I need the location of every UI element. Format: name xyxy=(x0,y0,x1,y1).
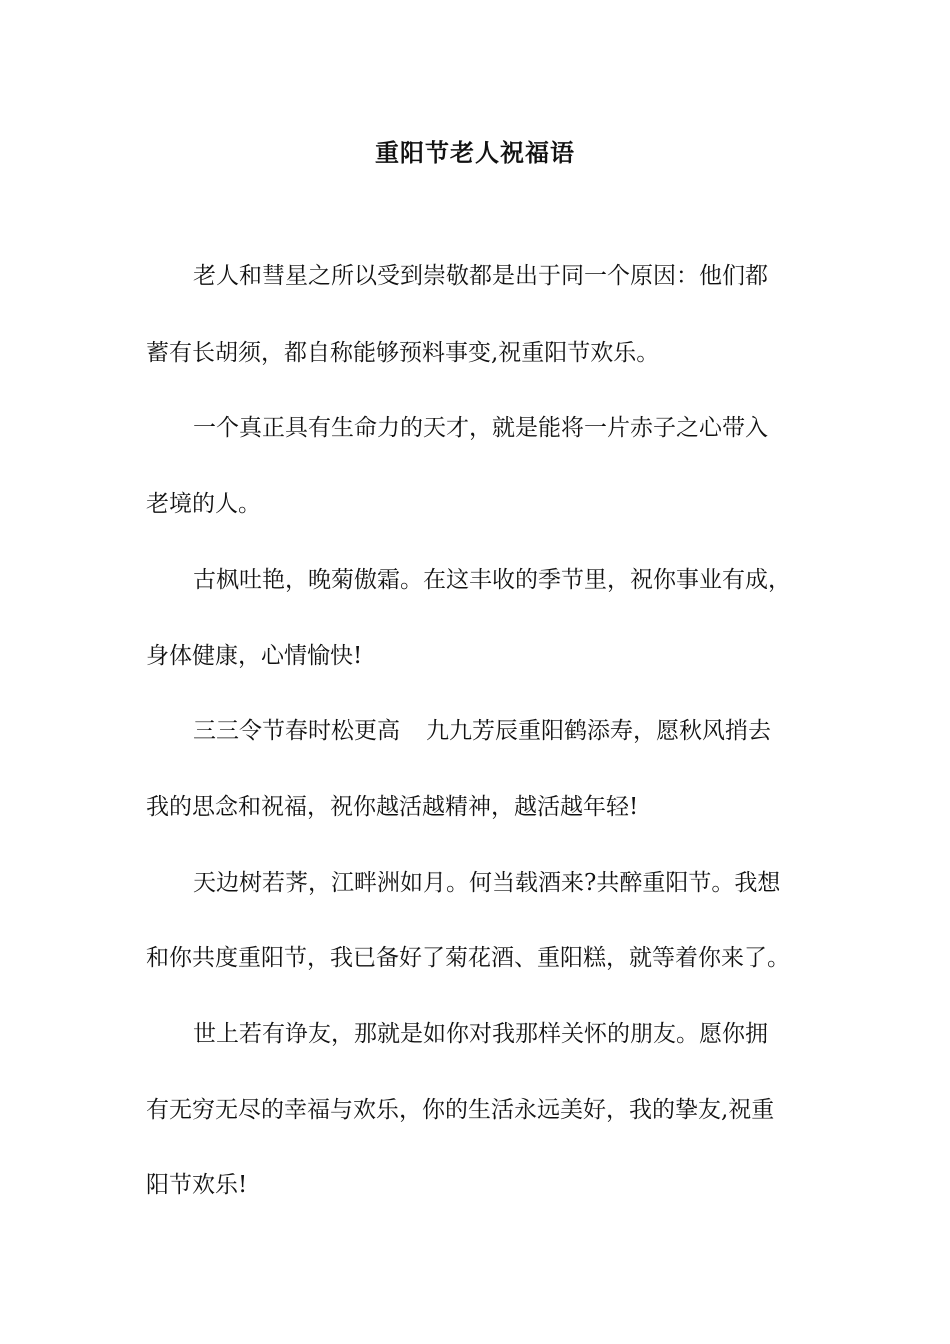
paragraph-3-line-1: 古枫吐艳，晚菊傲霜。在这丰收的季节里，祝你事业有成， xyxy=(193,567,791,593)
paragraph-6-line-3: 阳节欢乐! xyxy=(146,1172,248,1198)
paragraph-4-line-1-part-2: 九九芳辰重阳鹤添寿，愿秋风捎去 xyxy=(426,718,771,744)
paragraph-2-line-1: 一个真正具有生命力的天才，就是能将一片赤子之心带入 xyxy=(193,415,768,441)
paragraph-4-line-1-part-1: 三三令节春时松更高 xyxy=(193,718,400,744)
paragraph-6-line-2: 有无穷无尽的幸福与欢乐，你的生活永远美好，我的挚友,祝重 xyxy=(146,1097,775,1123)
page-title: 重阳节老人祝福语 xyxy=(375,138,575,167)
paragraph-1-line-2: 蓄有长胡须，都自称能够预料事变,祝重阳节欢乐。 xyxy=(146,340,660,366)
paragraph-4-line-1 xyxy=(193,711,873,751)
paragraph-6-line-1: 世上若有诤友，那就是如你对我那样关怀的朋友。愿你拥 xyxy=(193,1021,768,1047)
paragraph-4-line-2: 我的思念和祝福，祝你越活越精神，越活越年轻! xyxy=(146,794,639,820)
paragraph-2-line-2: 老境的人。 xyxy=(146,491,261,517)
paragraph-5-line-2: 和你共度重阳节，我已备好了菊花酒、重阳糕，就等着你来了。 xyxy=(146,945,790,971)
paragraph-3-line-2: 身体健康，心情愉快! xyxy=(146,643,363,669)
paragraph-5-line-1: 天边树若荠，江畔洲如月。何当载酒来?共醉重阳节。我想 xyxy=(193,870,781,896)
paragraph-1-line-1: 老人和彗星之所以受到崇敬都是出于同一个原因：他们都 xyxy=(193,263,768,289)
